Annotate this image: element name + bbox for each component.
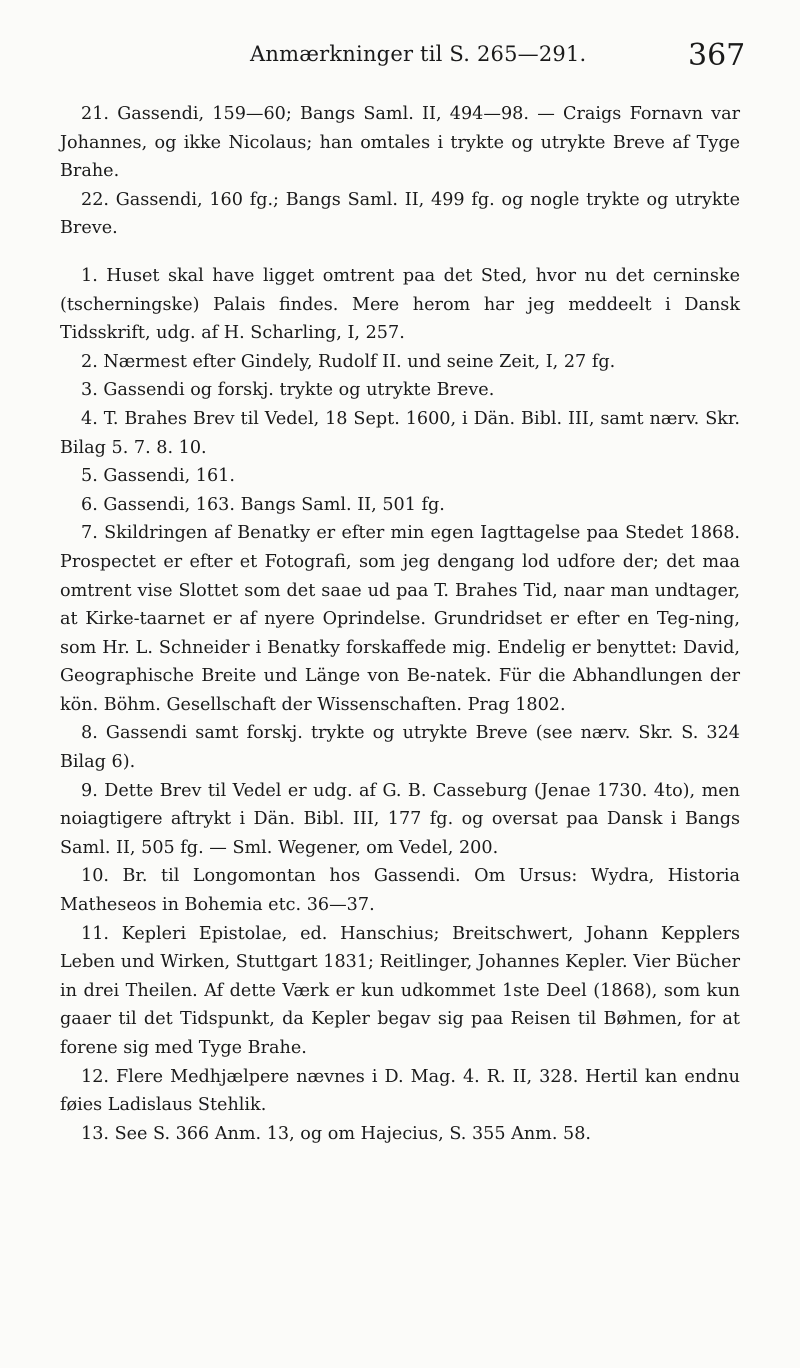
note-paragraph: 3. Gassendi og forskj. trykte og utrykte Breve. (81, 380, 495, 401)
note-paragraph: 13. See S. 366 Anm. 13, og om Hajecius, S. 355 Anm. 58. (81, 1123, 592, 1144)
note-paragraph: 11. Kepleri Epistolae, ed. Hanschius; Breitschwert, Johann Kepplers Leben und Wirken, Stuttgart 1831; Reitlinger, Johannes Kepler. Vier Bücher in drei Theilen. Af dette Værk er kun udkommet 1ste Deel (1868), som kun gaaer til det Tidspunkt, da Kepler begav sig paa Reisen til Bøhmen, for at forene sig med Tyge Brahe. (60, 923, 740, 1058)
note-paragraph: 8. Gassendi samt forskj. trykte og utrykte Breve (see nærv. Skr. S. 324 Bilag 6). (60, 723, 740, 773)
note-paragraph: 10. Br. til Longomontan hos Gassendi. Om Ursus: Wydra, Historia Matheseos in Bohemia etc. 36—37. (60, 866, 740, 916)
note-paragraph: 1. Huset skal have ligget omtrent paa det Sted, hvor nu det cerninske (tscherningske) Palais findes. Mere herom har jeg meddeelt i Dansk Tidsskrift, udg. af H. Scharling, I, 257. (60, 265, 740, 344)
note-paragraph: 5. Gassendi, 161. (81, 466, 235, 487)
note-paragraph: 21. Gassendi, 159—60; Bangs Saml. II, 494—98. — Craigs Fornavn var Johannes, og ikke Nicolaus; han omtales i trykte og utrykte Breve af Tyge Brahe. (60, 104, 740, 182)
note-paragraph: 4. T. Brahes Brev til Vedel, 18 Sept. 1600, i Dän. Bibl. III, samt nærv. Skr. Bilag 5. 7. 8. 10. (60, 408, 740, 458)
note-paragraph: 7. Skildringen af Benatky er efter min egen Iagttagelse paa Stedet 1868. Prospectet er efter et Fotografi, som jeg dengang lod udfore der; det maa omtrent vise Slottet som det saae ud paa T. Brahes Tid, naar man undtager, at Kirke-taarnet er af nyere Oprindelse. Grundridset er efter en Teg-ning, som Hr. L. Schneider i Benatky forskaffede mig. Endelig er benyttet: David, Geographische Breite und Länge von Be-natek. Für die Abhandlungen der kön. Böhm. Gesellschaft der Wissenschaften. Prag 1802. (60, 523, 740, 715)
note-paragraph: 12. Flere Medhjælpere nævnes i D. Mag. 4. R. II, 328. Hertil kan endnu føies Ladislaus Stehlik. (60, 1066, 740, 1116)
note-paragraph: 2. Nærmest efter Gindely, Rudolf II. und seine Zeit, I, 27 fg. (81, 351, 616, 372)
notes-body (60, 100, 740, 1148)
running-head (0, 38, 800, 78)
header-title: Anmærkninger til S. 265—291. (250, 42, 587, 66)
note-paragraph: 9. Dette Brev til Vedel er udg. af G. B. Casseburg (Jenae 1730. 4to), men noiagtigere aftrykt i Dän. Bibl. III, 177 fg. og oversat paa Dansk i Bangs Saml. II, 505 fg. — Sml. Wegener, om Vedel, 200. (60, 780, 740, 858)
note-paragraph: 6. Gassendi, 163. Bangs Saml. II, 501 fg. (81, 494, 445, 515)
page-number: 367 (688, 38, 746, 73)
note-paragraph: 22. Gassendi, 160 fg.; Bangs Saml. II, 499 fg. og nogle trykte og utrykte Breve. (60, 189, 740, 239)
